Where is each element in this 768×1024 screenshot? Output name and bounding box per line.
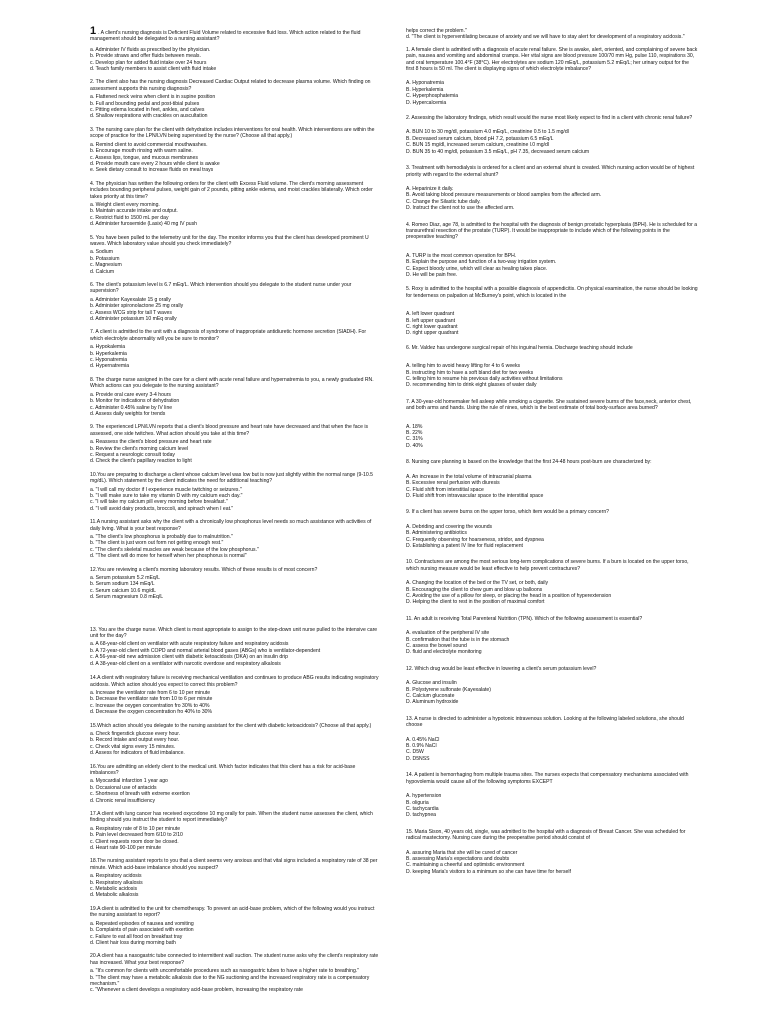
question-stem [406,716,698,729]
answer-option: D. recommending him to drink eight glasses of water daily [406,382,537,389]
question-block [90,282,380,322]
question-stem [406,222,698,241]
answer-option: A. telling him to avoid heavy lifting for 4 to 6 weeks [406,363,521,370]
answer-option: A. 18% [406,423,423,430]
question-text: 5. You have been pulled to the telemetry unit for the day. The monitor informs you that the client has developed prominent U waves. Which laboratory value should you check immediately? [90,234,371,247]
answer-option: c. Hyponatremia [90,357,128,364]
answer-option: B. 0.9% NaCl [406,743,437,750]
question-block [90,127,380,174]
answer-option: B. Administering antibiotics [406,530,467,537]
question-text: 9. If a client has severe burns on the upper torso, which item would be a primary concern? [406,509,610,516]
answer-option: c. Restrict fluid to 1500 mL per day [90,214,169,221]
answer-option: A. An increase in the total volume of intracranial plasma [406,473,532,480]
answer-option: c. Request a neurologic consult today [90,451,175,458]
question-block [406,222,698,279]
answer-option: A. hypertension [406,793,442,800]
answer-option: D. D5NSS [406,755,430,762]
question-text: 9. The experienced LPN/LVN reports that a client's blood pressure and heart rate have decreased and that when the face is assessed, one side twitches. What action should you take at this time? [90,424,370,437]
answer-option: c. Administer 0.45% saline by IV line [90,404,173,411]
answer-options [90,575,380,601]
question-stem [406,559,698,572]
answer-option: b. "The client may have a metabolic alkalosis due to the NG suctioning and the increased respiratory rate is a compensatory mechanism." [90,974,371,987]
answer-option: A. Hyponatremia [406,80,444,87]
answer-options [90,344,380,370]
question-block [406,666,698,706]
answer-options [406,793,698,819]
question-text: 7. A 30-year-old homemaker fell asleep while smoking a cigarette. She sustained severe burns of the face,neck, anterior chest, and both arms and hands. Using the rule of nines, which is the best estimate of total body-surface area burned? [406,398,693,412]
question-stem [90,181,380,200]
question-block [90,472,380,512]
answer-option: c. Metabolic acidosis [90,886,137,893]
answer-option: e. Seek dietary consult to increase fluids on meal trays [90,167,214,174]
answer-options [90,826,380,852]
answer-options [90,47,380,73]
answer-option: d. Client hair loss during morning bath [90,939,176,946]
question-text: 20.A client has a nasogastric tube connected to intermittent wall suction. The student nurse asks why the client's respiratory rate has increased. What your best response? [90,953,380,966]
answer-option: C. Expect bloody urine, which will clear as healing takes place. [406,265,548,272]
question-stem [90,472,380,485]
question-block [90,25,380,73]
answer-option: c. "The client's skeletal muscles are weak because of the low phosphorus." [90,546,259,553]
answer-option: b. Administer spironolactone 25 mg orally [90,303,184,310]
question-block [90,953,380,993]
question-stem [406,772,698,785]
question-block [90,567,380,601]
question-stem [90,25,380,43]
question-text: 16.You are admitting an elderly client to the medical unit. Which factor indicates that this client has a risk for acid-base imbalances? [90,763,357,776]
answer-options [90,778,380,804]
question-text: 10.You are preparing to discharge a client whose calcium level was low but is now just slightly within the normal range (9-10.5 mg/dL). Which statement by the client indicates the need for additional teaching? [90,471,375,485]
answer-option: c. "Whenever a client develops a respiratory acid-base problem, increasing the respiratory rate [90,987,304,994]
answer-option: B. 22% [406,430,423,437]
answer-option: C. Hyperphosphatemia [406,93,459,100]
question-stem [90,519,380,532]
question-text: 1. A female client is admitted with a diagnosis of acute renal failure. She is awake, alert, oriented, and complaining of severe back pain, nausea and vomiting and abdominal cramps. Her vital signs are blood pressure 100/70 mm Hg, pulse 110, respirations 30, and oral temperature 100.4°F (38°C). Her electrolytes are sodium 120 mEq/L, potassium 5.2 mEq/L; her urinary output for the first 8 hours is 50 ml. The client is displaying signs of which electrolyte imbalance? [406,46,699,73]
answer-option: C. Avoiding the use of a pillow for sleep, or placing the head in a position of hyperextension [406,592,612,599]
answer-option: B. Excessive renal perfusion with diuresis [406,480,500,487]
answer-option: a. Serum potassium 5.2 mEq/L [90,575,160,582]
answer-option: b. "I will make sure to take my vitamin D with my calcium each day." [90,492,243,499]
question-text: 8. The charge nurse assigned in the care for a client with acute renal failure and hypernatremia to you, a newly graduated RN. Which actions can you delegate to the nursing assistant? [90,376,376,390]
answer-option: d. Calcium [90,268,115,275]
answer-options [406,630,698,656]
question-stem [406,115,698,121]
answer-option: C. right lower quadrant [406,324,458,330]
question-block [90,811,380,851]
question-text: 13. A nurse is directed to administer a hypotonic intravenous solution. Looking at the following labeled solutions, she should choose [406,715,686,729]
answer-option: A. left lower quadrant [406,311,455,318]
question-block [406,459,698,499]
question-block [406,829,698,875]
answer-options [90,731,380,757]
question-stem [90,627,380,640]
question-block [90,627,380,667]
question-text: 6. The client's potassium level is 6.7 mEq/L. Which intervention should you delegate to the student nurse under your supervision? [90,282,353,295]
question-stem [90,127,380,140]
answer-options [90,202,380,228]
answer-option: a. Reassess the client's blood pressure and heart rate [90,439,212,446]
answer-option: b. Review the client's morning calcium level [90,445,189,452]
question-block [90,906,380,946]
answer-option: a. Increase the ventilator rate from 6 to 10 per minute [90,689,211,696]
answer-option: D. Fluid shift from intravascular space to the interstitial space [406,492,544,499]
answer-option: b. Decrease the ventilator rate from 10 to 6 per minute [90,696,213,703]
answer-option: a. Provide oral care every 3-4 hours [90,391,171,398]
answer-option: b. Potassium [90,255,120,262]
answer-option: C. assess the bowel sound [406,643,467,649]
question-block [90,377,380,417]
question-text: 3. Treatment with hemodialysis is ordered for a client and an external shunt is created. Which nursing action would be of highest priority with regard to the external shunt? [406,165,696,178]
question-text: 18.The nursing assistant reports to you that a client seems very anxious and that vital signs included a respiratory rate of 38 per minute. Which acid-base imbalance should you suspect? [90,858,379,871]
answer-options [90,921,380,947]
question-text: 4. Romeo Diaz, age 78, is admitted to the hospital with the diagnosis of benign prostatic hyperplasia (BPH). He is scheduled for a transurethral resection of the prostate (TURP). It would be inappropriate to include which of the following points in the preoperative teaching? [406,221,699,241]
answer-option: D. Hypercalcemia [406,99,447,106]
question-stem [90,424,380,437]
answer-option: c. Assess WCG strip for tall T waves [90,309,172,316]
answer-option: b. Complaints of pain associated with exertion [90,927,194,934]
answer-options [90,968,380,994]
answer-option: A. Changing the location of the bed or the TV set, or both, daily [406,580,549,587]
answer-option: A. Debriding and covering the wounds [406,523,493,530]
answer-option: a. "The client's low phosphorus is probably due to malnutrition." [90,534,233,540]
answer-option: b. Record intake and output every hour. [90,737,180,744]
question-stem [406,286,698,299]
answer-option: b. Respiratory alkalosis [90,879,143,886]
answer-option: d. Decrease the oxygen concentration fro 40% to 30% [90,709,213,716]
answer-option: D. Aluminum hydroxide [406,699,459,706]
answer-option: b. "The client is just worn out form not getting enough rest." [90,540,224,547]
answer-option: d. Serum magnesium 0.8 mEq/L [90,594,164,601]
answer-option: c. Develop plan for added fluid intake over 24 hours [90,59,207,66]
answer-option: b. Pain level decreased from 6/10 to 2/10 [90,832,183,839]
answer-options [90,142,380,174]
answer-options [406,363,698,389]
question-stem [90,675,380,688]
answer-option: a. Repeated episodes of nausea and vomiting [90,920,194,927]
answer-option: A. BUN 10 to 30 mg/dl, potassium 4.0 mEq/L, creatinine 0.5 to 1.5 mg/dl [406,129,569,136]
answer-option: b. Monitor for indications of dehydration [90,398,180,405]
question-text: 3. The nursing care plan for the client with dehydration includes interventions for oral health. Which interventions are within the scope of practice for the LPN/LVN being supervised by the nurse? (Choose all that apply.) [90,126,376,140]
answer-option: a. A 68-year-old client on ventilator with acute respiratory failure and respiratory acidosis [90,641,289,648]
question-block [406,509,698,549]
answer-option: D. Instruct the client not to use the affected arm. [406,205,515,212]
question-block [406,286,698,336]
question-block [406,559,698,605]
answer-option: C. D5W [406,749,424,756]
question-text: 11.A nursing assistant asks why the client with a chronically low phosphorus level needs so much assistance with activities of daily living. What is your best response? [90,519,373,532]
answer-options [406,186,698,212]
answer-options [406,680,698,706]
answer-options [90,94,380,120]
answer-options [406,253,698,279]
answer-options [90,297,380,323]
answer-option: c. Shortness of breath with extreme exertion [90,791,190,798]
question-block [90,858,380,898]
answer-option: d. Teach family members to assist client with fluid intake [90,66,217,73]
answer-option: d. "The client will do more for herself when her phosphorus is normal" [90,553,247,560]
answer-option: a. Sodium [90,249,113,256]
question-block [406,47,698,106]
answer-option: C. telling him to resume his previous daily activities without limitations [406,376,563,383]
question-stem [90,329,380,342]
answer-option: C. tachycardia [406,805,439,812]
question-block [406,399,698,449]
answer-option: A. 0.45% NaCl [406,736,440,743]
question-text: 2. The client also has the nursing diagnosis Decreased Cardiac Output related to decrease plasma volume. Which finding on assessment supports this nursing diagnosis? [90,79,372,92]
answer-option: d. Administer furosemide (Lasix) 40 mg IV push [90,221,198,228]
answer-option: b. A 72-year-old client with COPD and normal arterial blood gases (ABGs) who is ventilator-dependent [90,647,321,654]
question-text: 10. Contractures are among the most serious long-term complications of severe burns. If a burn is located on the upper torso, which nursing measure would be least effective to help prevent contractures? [406,559,690,572]
question-block [406,616,698,656]
question-block [90,764,380,804]
question-stem [90,567,380,573]
answer-option: B. oliguria [406,799,429,806]
answer-option: D. keeping Maria's visitors to a minimum so she can have time for herself [406,868,571,875]
question-stem [406,829,698,842]
question-block [90,424,380,464]
answer-option: B. Avoid taking blood pressure measurements or blood samples from the affected arm. [406,192,602,199]
question-text: 15.Which action should you delegate to the nursing assistant for the client with diabetic ketoacidosis? (Choose all that apply.) [90,722,372,729]
question-block [406,716,698,762]
continued-option: d. "The client is hyperventilating because of anxiety and we will have to stay alert for development of a respiratory acidosis." [406,34,685,41]
answer-option: d. Chronic renal insufficiency [90,797,156,804]
answer-option: c. "I will take my calcium pill every morning before breakfast." [90,499,228,506]
answer-option: c. Client requests room door be closed. [90,838,179,845]
answer-options [406,580,698,606]
answer-option: a. Administer Kayexalate 15 g orally [90,296,171,303]
answer-options [406,737,698,763]
answer-options [406,80,698,106]
answer-option: a. Flattened neck veins when client is in supine position [90,94,216,101]
answer-option: b. Encourage mouth rinsing with warm saline. [90,148,193,155]
question-text: 15. Maria Sison, 40 years old, single, was admitted to the hospital with a diagnosis of Breast Cancer. She was scheduled for radical mastectomy. Nursing care during the preoperative period should consist of [406,828,687,842]
answer-option: B. Encouraging the client to chew gum and blow up balloons [406,586,543,593]
question-stem [90,906,380,919]
question-text: 8. Nursing care planning is based on the knowledge that the first 24-48 hours post-burn are characterized by: [406,459,652,466]
right-column [406,28,698,885]
answer-option: a. Check fingerstick glucose every hour. [90,730,181,737]
question-block [90,235,380,275]
continued-answer [406,28,698,41]
question-stem [90,858,380,871]
answer-option: a. "It's common for clients with uncomfortable procedures such as nasogastric tubes to have a higher rate to breathing." [90,968,360,975]
question-block [406,115,698,155]
answer-option: d. Shallow respirations with crackles on auscultation [90,113,208,120]
question-text: . A client's nursing diagnosis is Deficient Fluid Volume related to excessive fluid loss. Which action related to the fluid management should be delegated to a nursing assistant? [90,30,362,43]
answer-option: A. Glucose and insulin [406,680,457,687]
question-text: 5. Roxy is admitted to the hospital with a possible diagnosis of appendicitis. On physical examination, the nurse should be looking for tenderness on palpation at McBurney's point, which is located in the [406,286,700,299]
answer-option: d. Administer potassium 10 mEq orally [90,316,177,323]
answer-option: c. Increase the oxygen concentration fro 30% to 40% [90,702,210,709]
answer-option: d. Assess for indicators of fluid imbalance. [90,750,185,757]
answer-options [90,487,380,513]
answer-options [406,129,698,155]
answer-option: D. BUN 35 to 40 mg/dl, potassium 3.5 mEq/L, pH 7.35, decreased serum calcium [406,148,590,155]
answer-option: B. left upper quadrant [406,317,455,324]
answer-option: c. Serum calcium 10.6 mg/dL [90,587,156,594]
question-stem [90,811,380,824]
answer-option: d. Hypernatremia [90,363,130,370]
question-block [90,723,380,757]
question-stem [406,459,698,465]
answer-option: d. Metabolic alkalosis [90,892,139,899]
left-column [90,25,380,1001]
question-stem [406,666,698,672]
answer-option: b. Full and bounding pedal and post-tibial pulses [90,100,200,107]
question-stem [90,764,380,777]
answer-option: A. evaluation of the peripheral IV site [406,630,490,637]
answer-option: B. Polystyrene sulfonate (Kayexalate) [406,686,491,693]
answer-option: C. Calcium gluconate [406,693,455,700]
answer-option: C. BUN 15 mg/dl, increased serum calcium, creatinine l.0 mg/dl [406,142,549,149]
answer-option: C. 31% [406,436,423,443]
answer-options [90,439,380,465]
answer-option: c. A 56-year-old new admission client with diabetic ketoacidosis (DKA) on an insulin drip [90,654,288,661]
answer-option: D. Establishing a patent IV line for fluid replacement [406,542,523,549]
question-stem [90,79,380,92]
answer-option: a. "I will call my doctor if I experience muscle twitching or seizures." [90,486,242,493]
question-text: 2. Assessing the laboratory findings, which result would the nurse most likely expect to find in a client with chronic renal failure? [406,115,693,122]
answer-option: B. Explain the purpose and function of a two-way irrigation system. [406,259,557,266]
answer-option: D. right upper quadrant [406,330,459,337]
answer-options [406,424,698,450]
question-number: 1 [90,25,97,37]
answer-option: c. Assess lips, tongue, and mucous membranes [90,154,198,161]
answer-option: B. assessing Maria's expectations and doubts [406,855,510,862]
answer-option: a. Remind client to avoid commercial mouthwashes. [90,141,208,148]
question-block [406,772,698,818]
answer-option: b. Provide straws and offer fluids between meals. [90,53,201,60]
question-block [90,675,380,715]
question-stem [90,953,380,966]
question-block [90,329,380,369]
answer-option: C. Change the Silastic tube daily. [406,198,481,205]
answer-option: D. 40% [406,442,423,449]
answer-option: D. fluid and electrolyte monitoring [406,649,482,656]
question-block [406,165,698,211]
answer-option: c. Magnesium [90,262,122,269]
question-text: 13. You are the charge nurse. Which client is most appropriate to assign to the step-down unit nurse pulled to the intensive care unit for the day? [90,626,379,640]
question-text: 6. Mr. Valdez has undergone surgical repair of his inguinal hernia. Discharge teaching should include [406,344,633,351]
answer-option: d. "I will avoid dairy products, broccoli, and spinach when I eat." [90,505,234,512]
answer-option: C. maintaining a cheerful and optimistic environment [406,862,525,869]
question-text: 14. A patient is hemorrhaging from multiple trauma sites. The nurses expects that compensatory mechanisms associated with hypovolemia would cause all of the following symptoms EXCEPT [406,772,690,785]
question-text: 4. The physician has written the following orders for the client with Excess Fluid volume. The client's morning assessment includes bounding peripheral pulses, weight gain of 2 pounds, pitting ankle edema, and moist crackles bilaterally. Which order takes priority at this time? [90,180,375,200]
question-text: 14.A client with respiratory failure is receiving mechanical ventilation and continues to produce ABG results indicating respiratory acidosis. Which action should you expect to correct this problem? [90,675,380,688]
answer-options [90,873,380,899]
answer-option: a. Respiratory rate of 8 to 10 per minute [90,825,181,832]
question-text: 12. Which drug would be least effective in lowering a client's serum potassium level? [406,665,597,672]
question-block [406,345,698,389]
answer-option: A. assuring Maria that she will be cured of cancer [406,849,518,856]
answer-options [90,690,380,716]
question-text: 19.A client is admitted to the unit for chemotherapy. To prevent an acid-base problem, which of the following would you instruct the nursing assistant to report? [90,905,376,919]
question-stem [406,165,698,178]
answer-option: b. Serum sodium 134 mEq/L [90,581,155,588]
answer-option: c. Pitting edema located in feet, ankles, and calves [90,107,205,114]
answer-option: a. Respiratory acidosis [90,873,142,880]
question-stem [90,723,380,729]
answer-option: D. Helping the client to rest in the position of maximal comfort [406,599,545,606]
answer-option: B. confirmation that the tube is in the stomach [406,636,510,643]
answer-option: B. instructing him to have a soft bland diet for two weeks [406,369,534,376]
answer-option: D. He will be pain free. [406,271,458,278]
answer-options [90,641,380,667]
question-stem [90,377,380,390]
answer-option: a. Administer IV fluids as prescribed by the physician. [90,46,211,53]
question-stem [90,282,380,295]
question-stem [406,399,698,412]
answer-option: A. Heparinize it daily. [406,185,454,192]
question-text: 12.You are reviewing a client's morning laboratory results. Which of these results is of most concern? [90,566,318,573]
answer-option: b. Hyperkalemia [90,350,127,357]
question-text: 7. A client is admitted to the unit with a diagnosis of syndrome of inappropriate antidiuretic hormone secretion (SIADH). For which electrolyte abnormality will you be sure to monitor? [90,329,368,342]
answer-options [90,392,380,418]
answer-option: d. Provide mouth care every 2 hours while client is awake [90,160,220,167]
answer-option: c. Failure to eat all food on breakfast tray [90,933,183,940]
answer-option: a. Myocardial infarction 1 year ago [90,778,168,785]
question-block [90,181,380,228]
answer-option: c. Check vital signs every 15 minutes. [90,743,176,750]
question-stem [90,235,380,248]
question-stem [406,47,698,73]
answer-option: A. TURP is the most common operation for BPH. [406,252,517,259]
answer-option: d. Heart rate 90-100 per minute [90,845,162,852]
answer-option: b. Occasional use of antacids [90,784,157,791]
answer-option: D. tachypnea [406,812,437,819]
question-stem [406,616,698,622]
answer-option: b. Maintain accurate intake and output. [90,208,178,215]
question-block [90,79,380,119]
answer-options [406,474,698,500]
answer-option: C. Frequently observing for hoarseness, stridor, and dyspnea [406,536,544,543]
answer-option: B. Hyperkalemia [406,86,444,93]
answer-options [90,249,380,275]
question-text: 11. An adult is receiving Total Parenteral Nutrition (TPN). Which of the following assessment is essential? [406,615,643,622]
question-text: 17.A client with lung cancer has received oxycodone 10 mg orally for pain. When the student nurse assesses the client, which finding should you instruct the student to report immediately? [90,811,375,824]
answer-option: d. A 38-year-old client on a ventilator with narcotic overdose and respiratory alkalosis [90,660,281,667]
question-stem [406,509,698,515]
answer-option: a. Weight client every morning. [90,201,160,208]
answer-option: B. Decreased serum calcium, blood pH 7.2, potassium 6.5 mEq/L [406,135,554,142]
answer-options [90,534,380,560]
answer-option: a. Hypokalemia [90,344,126,351]
answer-options [406,524,698,550]
answer-options [406,311,698,337]
answer-option: C. Fluid shift from interstitial space [406,486,484,493]
answer-options [406,850,698,876]
answer-option: d. Check the client's papillary reaction to light [90,458,192,465]
question-block [90,519,380,559]
answer-option: d. Assess daily weights for trends [90,410,166,417]
continued-line: helps correct the problem." [406,28,467,34]
question-stem [406,345,698,351]
